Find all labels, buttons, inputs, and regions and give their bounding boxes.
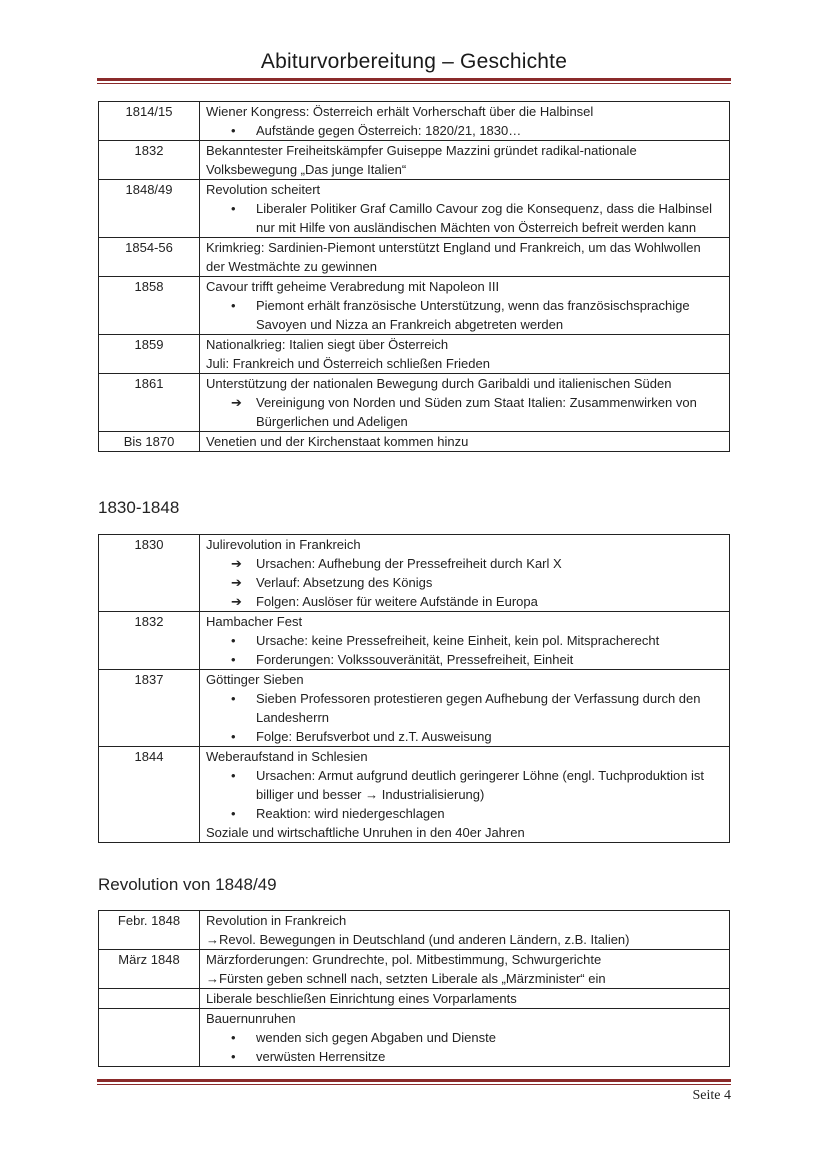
list-item [206,199,723,237]
page-title: Abiturvorbereitung – Geschichte [260,50,568,73]
event-text: Nationalkrieg: Italien siegt über Österreich [206,337,449,352]
table-row [99,950,730,989]
list-item [206,766,723,804]
event-text: Revolution scheitert [206,182,321,197]
event-cell [200,277,730,335]
timeline-table-revolution-1848 [98,910,730,1067]
table-row [99,141,730,180]
table-row [99,747,730,843]
event-cell [200,950,730,989]
bullet-text: Forderungen: Volkssouveränität, Pressefreiheit, Einheit [256,652,574,667]
list-item [206,121,723,140]
bullet-text: Ursachen: Armut aufgrund deutlich geringerer Löhne (engl. Tuchproduktion ist billiger und besser → Industrialisierung) [256,768,705,802]
event-text: Revolution in Frankreich [206,913,347,928]
event-text: Juli: Frankreich und Österreich schließen Frieden [206,356,490,371]
bullet-list [206,689,723,746]
table-row [99,911,730,950]
bullet-text: Ursache: keine Pressefreiheit, keine Einheit, kein pol. Mitspracherecht [256,633,660,648]
footer-rule-thick [97,1079,731,1082]
date-cell: 1859 [99,335,200,374]
date-cell: Bis 1870 [99,432,200,452]
event-cell [200,374,730,432]
arrow-bullet-icon [206,573,256,592]
event-text: Cavour trifft geheime Verabredung mit Napoleon III [206,279,500,294]
list-item [206,393,723,431]
list-item [206,1028,723,1047]
bullet-list [206,554,723,611]
event-text: Märzforderungen: Grundrechte, pol. Mitbestimmung, Schwurgerichte [206,952,602,967]
date-cell: März 1848 [99,950,200,989]
event-cell [200,670,730,747]
date-cell: 1848/49 [99,180,200,238]
dot-bullet-icon [206,766,256,785]
date-cell: Febr. 1848 [99,911,200,950]
section-heading-1830-1848: 1830-1848 [98,498,180,517]
event-text: Hambacher Fest [206,614,303,629]
table-row [99,180,730,238]
table-row [99,432,730,452]
table-row [99,335,730,374]
list-item [206,727,723,746]
event-text: Julirevolution in Frankreich [206,537,361,552]
event-cell [200,1009,730,1067]
arrow-bullet-icon [206,554,256,573]
bullet-text: Folgen: Auslöser für weitere Aufstände in Europa [256,594,538,609]
list-item [206,296,723,334]
event-text: →Fürsten geben schnell nach, setzten Liberale als „Märzminister“ ein [206,971,606,986]
event-text: Venetien und der Kirchenstaat kommen hinzu [206,434,469,449]
bullet-list [206,631,723,669]
event-text: Weberaufstand in Schlesien [206,749,368,764]
list-item [206,554,723,573]
bullet-list [206,766,723,823]
event-text: Unterstützung der nationalen Bewegung durch Garibaldi und italienischen Süden [206,376,672,391]
event-cell [200,747,730,843]
bullet-text: Folge: Berufsverbot und z.T. Ausweisung [256,729,492,744]
bullet-list [206,393,723,431]
list-item [206,1047,723,1066]
header-rule-thin [97,83,731,84]
bullet-list [206,296,723,334]
event-text: Bekanntester Freiheitskämpfer Guiseppe Mazzini gründet radikal-nationale Volksbewegung „Das junge Italien“ [206,143,637,177]
table-row [99,1009,730,1067]
event-text: →Revol. Bewegungen in Deutschland (und anderen Ländern, z.B. Italien) [206,932,630,947]
dot-bullet-icon [206,296,256,315]
dot-bullet-icon [206,1047,256,1066]
arrow-bullet-icon [206,393,256,412]
dot-bullet-icon [206,804,256,823]
table-row [99,277,730,335]
list-item [206,573,723,592]
bullet-text: Piemont erhält französische Unterstützung, wenn das französischsprachige Savoyen und Nizza an Frankreich abgetreten werden [256,298,690,332]
date-cell: 1814/15 [99,102,200,141]
event-cell [200,141,730,180]
date-cell: 1830 [99,535,200,612]
date-cell: 1844 [99,747,200,843]
date-cell: 1858 [99,277,200,335]
dot-bullet-icon [206,650,256,669]
date-cell: 1832 [99,141,200,180]
dot-bullet-icon [206,689,256,708]
table-row [99,374,730,432]
event-text: Soziale und wirtschaftliche Unruhen in den 40er Jahren [206,825,525,840]
event-text: Liberale beschließen Einrichtung eines Vorparlaments [206,991,517,1006]
event-cell [200,238,730,277]
page-number: Seite 4 [692,1088,731,1103]
bullet-text: Verlauf: Absetzung des Königs [256,575,433,590]
bullet-list [206,1028,723,1066]
table-row [99,670,730,747]
event-text: Wiener Kongress: Österreich erhält Vorherschaft über die Halbinsel [206,104,594,119]
list-item [206,631,723,650]
bullet-text: Sieben Professoren protestieren gegen Aufhebung der Verfassung durch den Landesherrn [256,691,701,725]
event-cell [200,335,730,374]
section-heading-revolution-1848: Revolution von 1848/49 [98,875,277,894]
footer-rule-thin [97,1084,731,1085]
date-cell [99,989,200,1009]
dot-bullet-icon [206,727,256,746]
date-cell: 1854-56 [99,238,200,277]
event-text: Bauernunruhen [206,1011,296,1026]
bullet-text: wenden sich gegen Abgaben und Dienste [256,1030,496,1045]
bullet-list [206,121,723,140]
event-cell [200,535,730,612]
list-item [206,592,723,611]
bullet-text: Aufstände gegen Österreich: 1820/21, 1830… [256,123,522,138]
table-row [99,102,730,141]
event-text: Göttinger Sieben [206,672,304,687]
bullet-text: verwüsten Herrensitze [256,1049,386,1064]
event-cell [200,989,730,1009]
event-cell [200,180,730,238]
bullet-list [206,199,723,237]
table-row [99,612,730,670]
list-item [206,689,723,727]
event-cell [200,432,730,452]
dot-bullet-icon [206,121,256,140]
bullet-text: Reaktion: wird niedergeschlagen [256,806,445,821]
date-cell [99,1009,200,1067]
date-cell: 1837 [99,670,200,747]
header-rule-thick [97,78,731,81]
bullet-text: Vereinigung von Norden und Süden zum Staat Italien: Zusammenwirken von Bürgerlichen und Adeligen [256,395,697,429]
timeline-table-italy [98,101,730,452]
date-cell: 1832 [99,612,200,670]
event-cell [200,911,730,950]
event-text: Krimkrieg: Sardinien-Piemont unterstützt England und Frankreich, um das Wohlwollen der Westmächte zu gewinnen [206,240,701,274]
date-cell: 1861 [99,374,200,432]
list-item [206,804,723,823]
table-row [99,535,730,612]
arrow-bullet-icon [206,592,256,611]
list-item [206,650,723,669]
bullet-text: Ursachen: Aufhebung der Pressefreiheit durch Karl X [256,556,562,571]
timeline-table-1830-1848 [98,534,730,843]
bullet-text: Liberaler Politiker Graf Camillo Cavour zog die Konsequenz, dass die Halbinsel nur mit Hilfe von ausländischen Mächten von Österreich befreit werden kann [256,201,712,235]
event-cell [200,612,730,670]
table-row [99,989,730,1009]
table-row [99,238,730,277]
dot-bullet-icon [206,631,256,650]
dot-bullet-icon [206,1028,256,1047]
event-cell [200,102,730,141]
dot-bullet-icon [206,199,256,218]
